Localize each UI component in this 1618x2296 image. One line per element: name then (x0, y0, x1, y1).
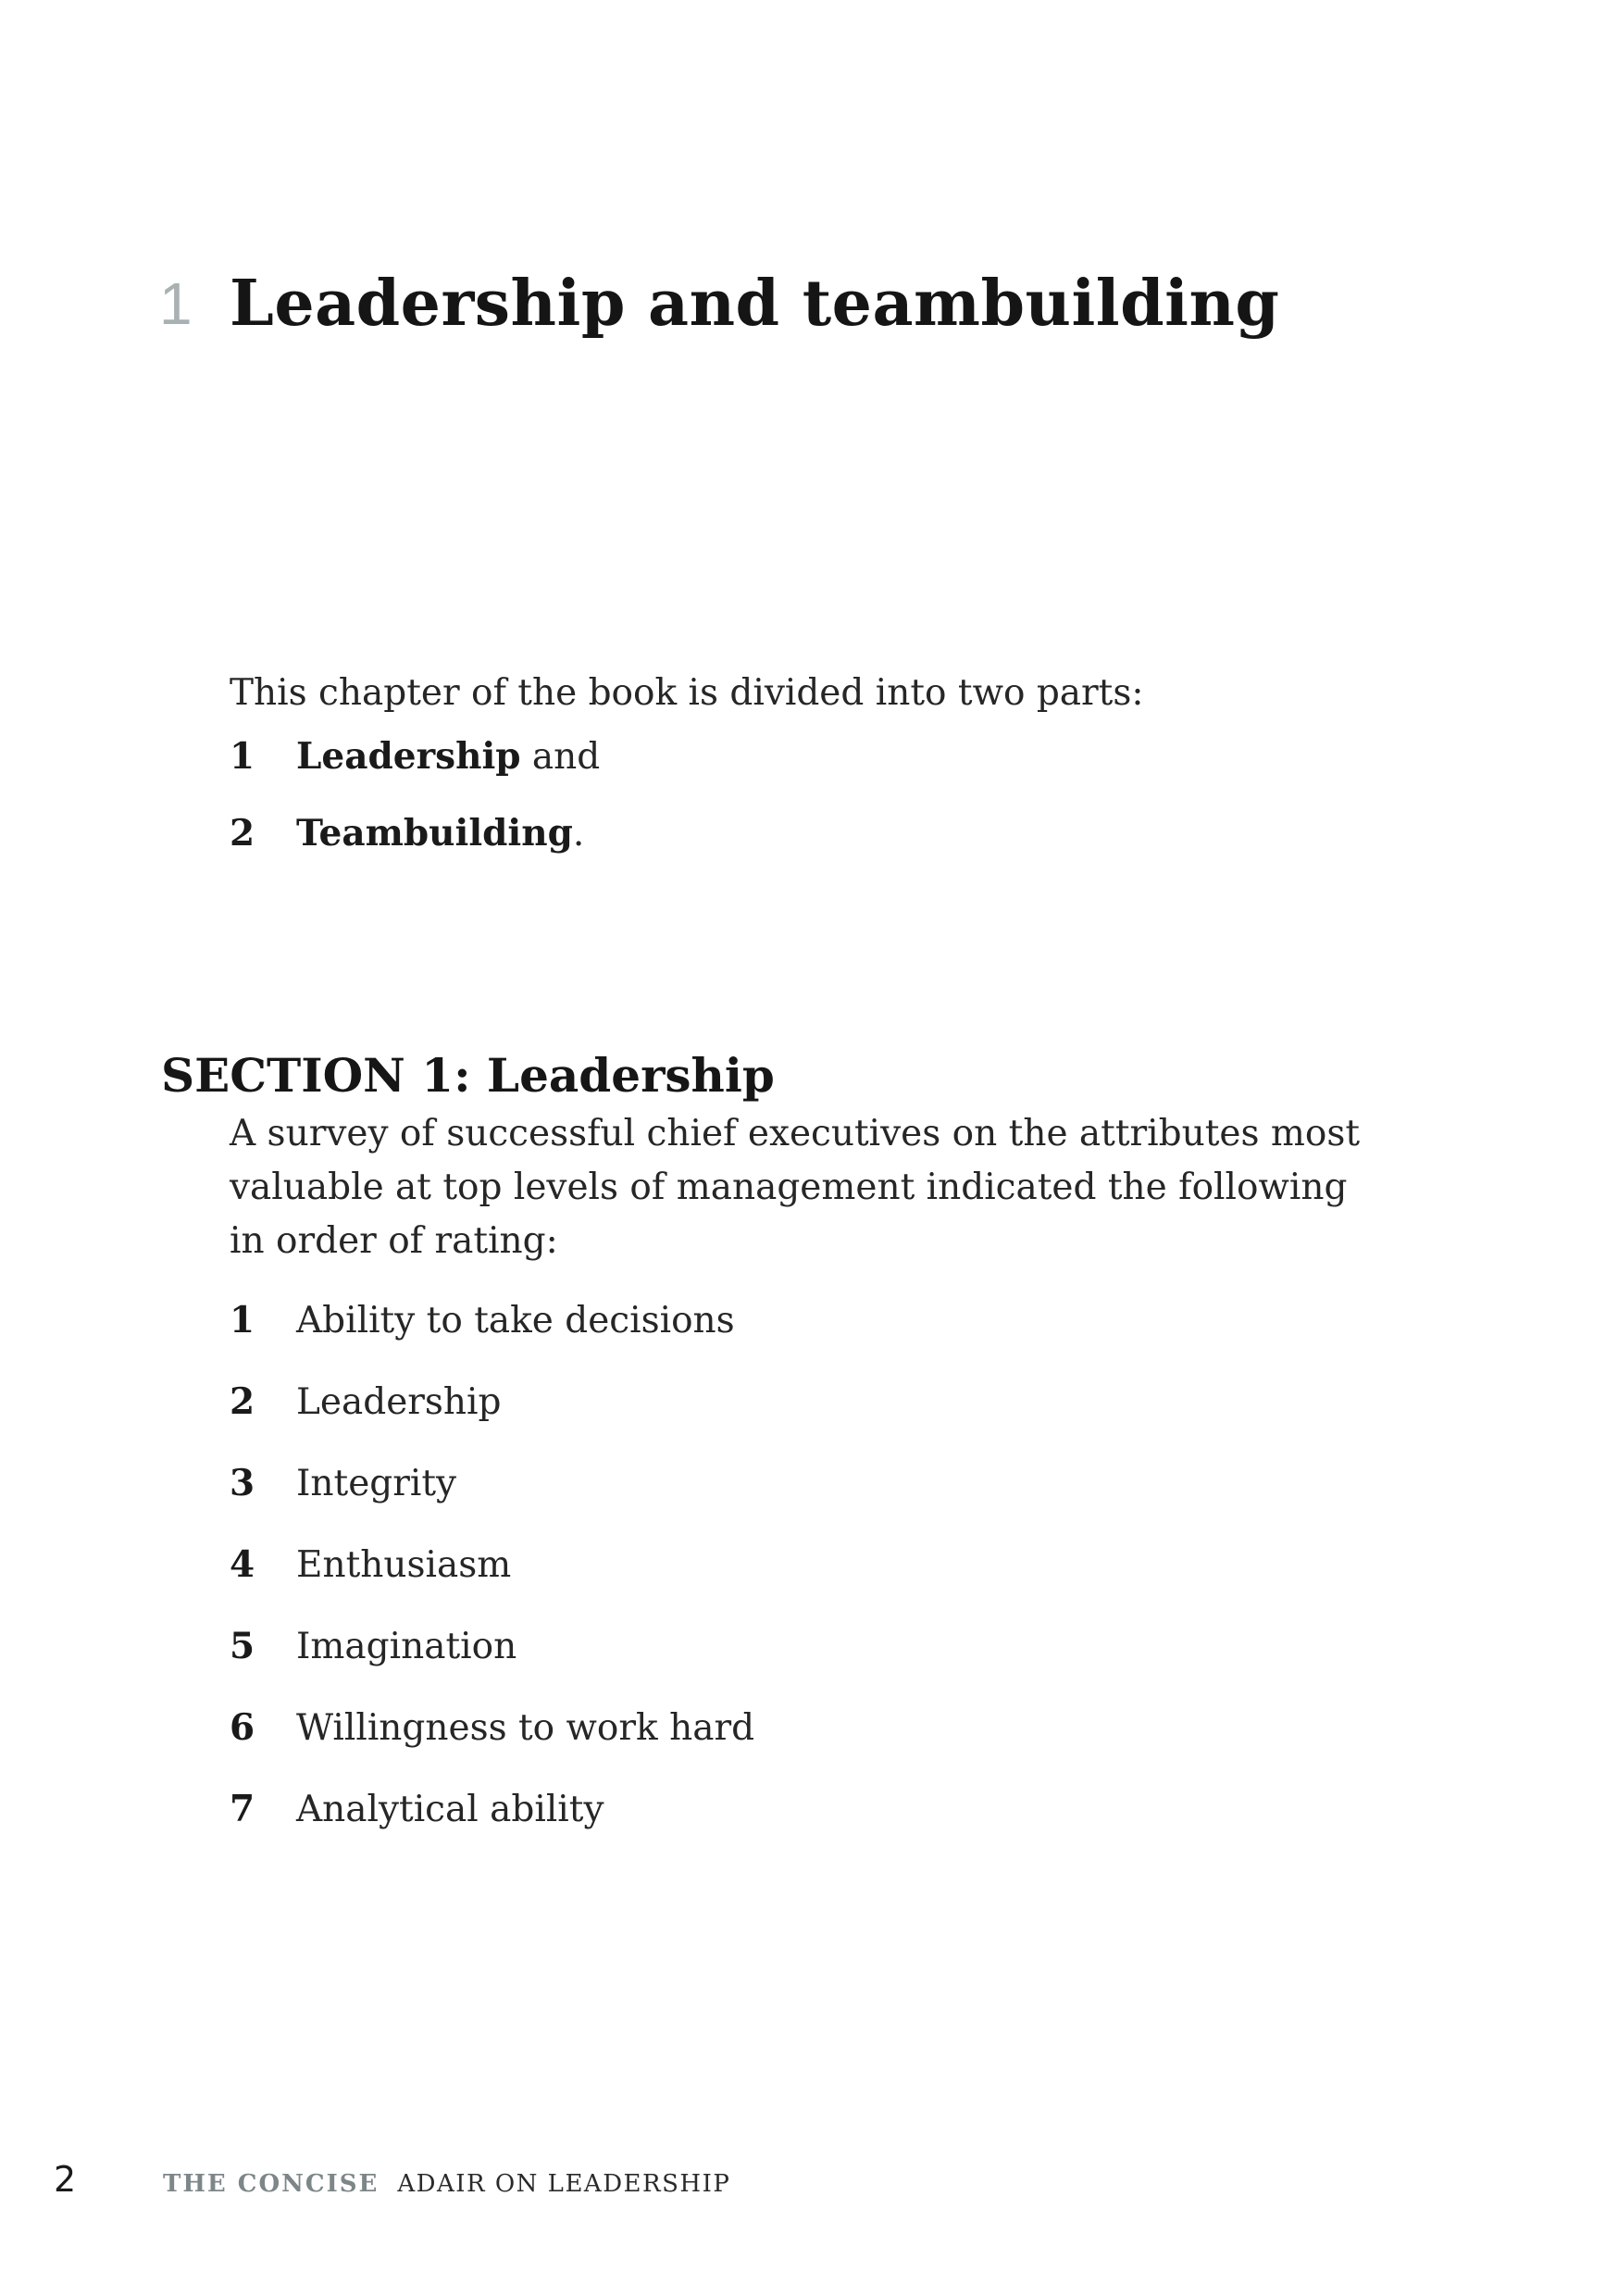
list-item (230, 1687, 1387, 1768)
page-footer (54, 2159, 730, 2200)
item-number: 2 (230, 1380, 255, 1423)
footer-book-title: ADAIR ON LEADERSHIP (397, 2170, 731, 2198)
intro-paragraph: This chapter of the book is divided into two parts: (230, 672, 1144, 714)
chapter-heading (159, 248, 1279, 359)
chapter-title: Leadership and teambuilding (230, 267, 1280, 341)
list-item (230, 720, 1387, 792)
item-number: 1 (230, 1299, 255, 1341)
list-item (230, 1279, 1387, 1361)
item-number: 7 (230, 1788, 255, 1830)
item-text: Ability to take decisions (296, 1300, 735, 1341)
page-number: 2 (54, 2159, 77, 2200)
item-text: Willingness to work hard (296, 1707, 755, 1749)
list-item (230, 1524, 1387, 1605)
list-item (230, 792, 1387, 874)
section-body (230, 1107, 1387, 1850)
item-text (296, 792, 584, 875)
item-text: Enthusiasm (296, 1544, 512, 1586)
item-number: 6 (230, 1706, 255, 1749)
item-number: 3 (230, 1462, 255, 1504)
parts-list (230, 720, 1387, 874)
attributes-list (230, 1279, 1387, 1850)
section-paragraph: A survey of successful chief executives on the attributes most valuable at top levels of management indicated the following in order of rating: (230, 1113, 1361, 1262)
item-text: Leadership (296, 1381, 502, 1423)
item-text: Analytical ability (296, 1789, 604, 1830)
item-number: 2 (230, 812, 255, 855)
item-number: 1 (230, 735, 255, 778)
item-bold-text: Teambuilding (296, 812, 573, 855)
list-item (230, 1605, 1387, 1687)
footer-series: THE CONCISE (163, 2170, 380, 2198)
item-bold-text: Leadership (296, 735, 521, 778)
item-text (296, 720, 600, 793)
item-rest-text: and (520, 736, 601, 778)
chapter-number: 1 (159, 270, 193, 337)
item-rest-text: . (572, 813, 585, 855)
list-item (230, 1768, 1387, 1850)
item-number: 4 (230, 1543, 255, 1586)
item-text: Imagination (296, 1626, 517, 1667)
chapter-intro (230, 667, 1387, 874)
item-text: Integrity (296, 1463, 457, 1504)
item-number: 5 (230, 1625, 255, 1667)
list-item (230, 1442, 1387, 1524)
section-heading: SECTION 1: Leadership (161, 1047, 775, 1103)
list-item (230, 1361, 1387, 1442)
